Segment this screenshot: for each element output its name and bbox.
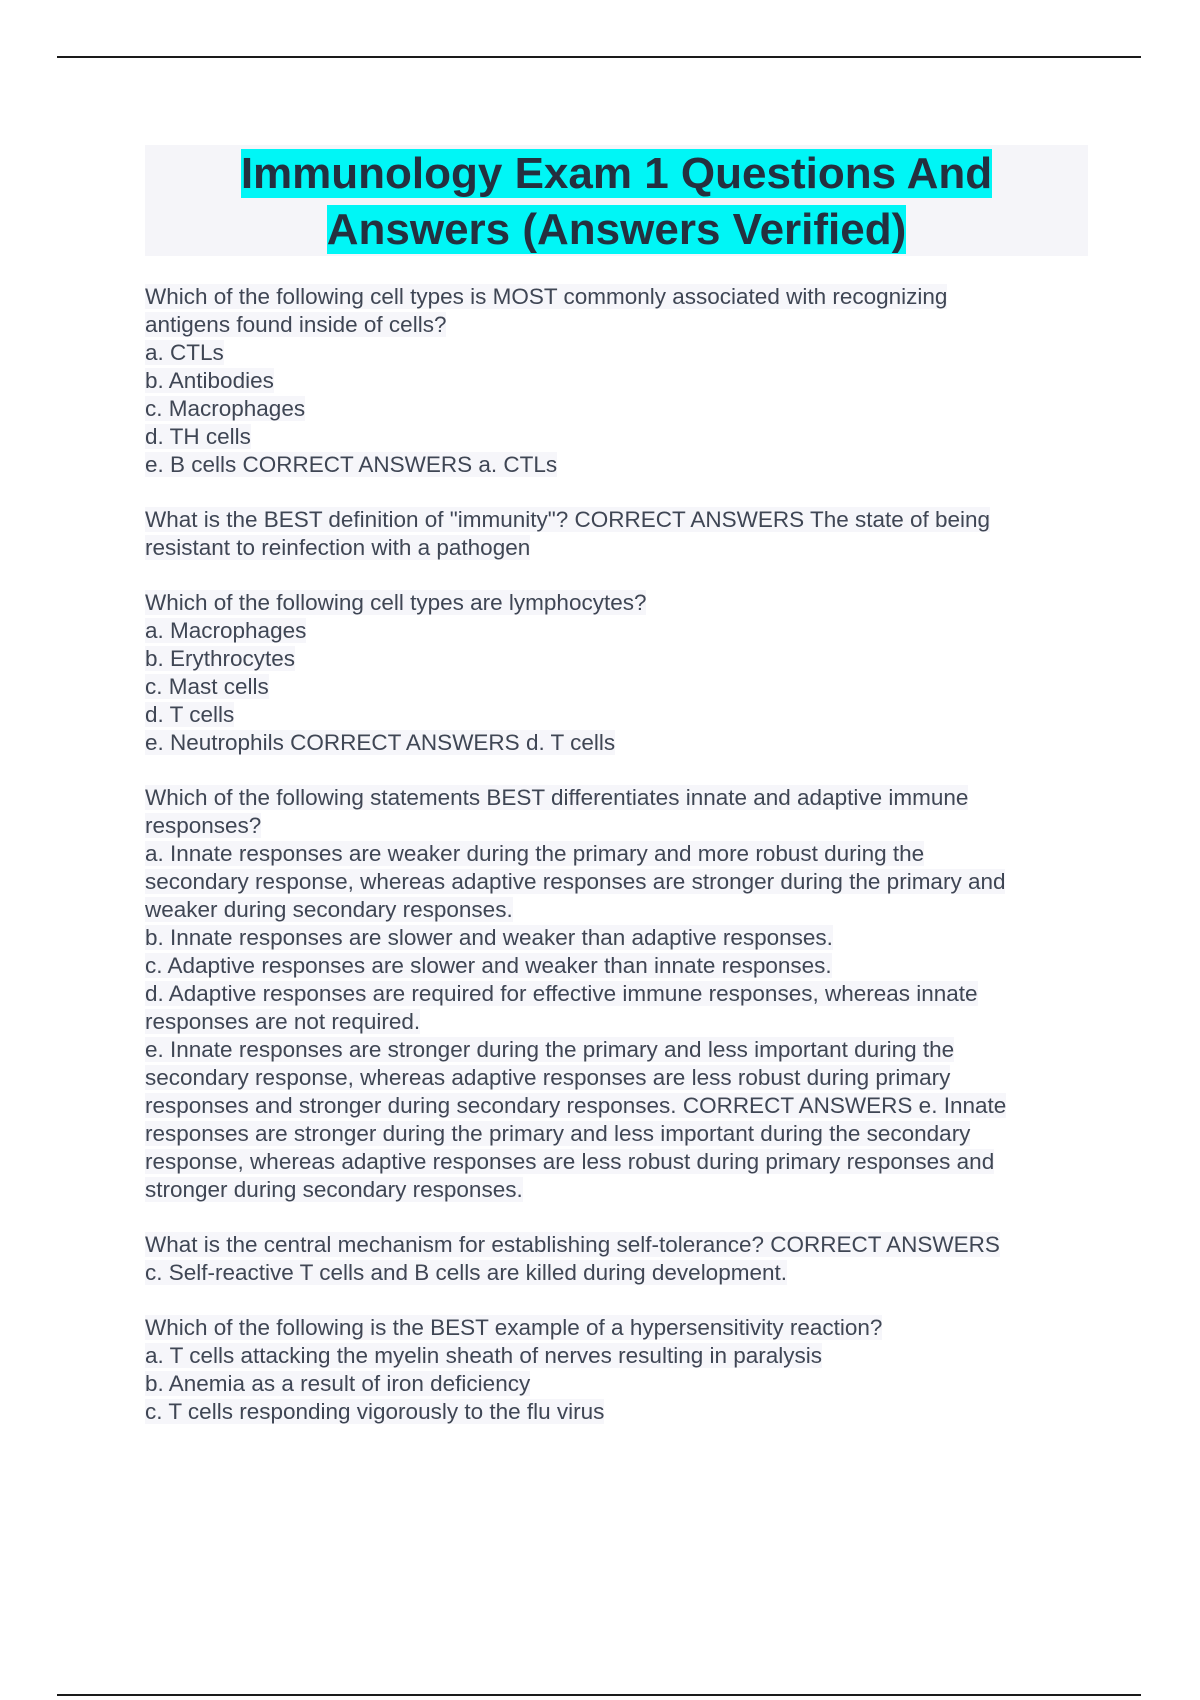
qa-line-text: a. CTLs [145, 340, 224, 365]
qa-line-text: c. Self-reactive T cells and B cells are killed during development. [145, 1260, 787, 1285]
qa-line-text: e. Neutrophils CORRECT ANSWERS d. T cells [145, 730, 616, 755]
qa-line [145, 506, 1088, 534]
qa-line [145, 1148, 1088, 1176]
qa-line-text: a. Macrophages [145, 618, 307, 643]
qa-line-text: Which of the following statements BEST differentiates innate and adaptive immune [145, 785, 969, 810]
qa-line-text: b. Innate responses are slower and weaker than adaptive responses. [145, 925, 833, 950]
qa-line [145, 1092, 1088, 1120]
qa-line [145, 645, 1088, 673]
footer-rule [57, 1694, 1141, 1696]
qa-line [145, 729, 1088, 757]
qa-line-text: a. Innate responses are weaker during the primary and more robust during the [145, 841, 925, 866]
qa-block [145, 1231, 1088, 1287]
qa-line-text: d. T cells [145, 702, 235, 727]
qa-line-text: weaker during secondary responses. [145, 897, 513, 922]
qa-line-text: b. Anemia as a result of iron deficiency [145, 1371, 531, 1396]
qa-line [145, 451, 1088, 479]
qa-line-text: c. Adaptive responses are slower and weaker than innate responses. [145, 953, 832, 978]
qa-line-text: secondary response, whereas adaptive responses are stronger during the primary and [145, 869, 1006, 894]
title-box [145, 145, 1088, 256]
qa-line-text: antigens found inside of cells? [145, 312, 447, 337]
qa-line [145, 1231, 1088, 1259]
qa-line [145, 423, 1088, 451]
qa-line-text: Which of the following cell types are lymphocytes? [145, 590, 647, 615]
qa-block [145, 1314, 1088, 1426]
qa-line-text: Which of the following cell types is MOST commonly associated with recognizing [145, 284, 948, 309]
qa-line-text: d. Adaptive responses are required for effective immune responses, whereas innate [145, 981, 978, 1006]
qa-line [145, 367, 1088, 395]
qa-line [145, 1064, 1088, 1092]
qa-line-text: d. TH cells [145, 424, 251, 449]
qa-line [145, 617, 1088, 645]
qa-line-text: c. Macrophages [145, 396, 306, 421]
qa-line-text: Which of the following is the BEST example of a hypersensitivity reaction? [145, 1315, 883, 1340]
qa-block [145, 784, 1088, 1204]
qa-line-text: b. Erythrocytes [145, 646, 296, 671]
qa-line-text: a. T cells attacking the myelin sheath of nerves resulting in paralysis [145, 1343, 823, 1368]
qa-line [145, 812, 1088, 840]
qa-line [145, 1370, 1088, 1398]
qa-line [145, 1008, 1088, 1036]
qa-line-text: c. Mast cells [145, 674, 269, 699]
qa-line-text: secondary response, whereas adaptive responses are less robust during primary [145, 1065, 951, 1090]
qa-line [145, 1036, 1088, 1064]
qa-line-text: e. B cells CORRECT ANSWERS a. CTLs [145, 452, 558, 477]
document-page [145, 145, 1088, 1453]
qa-line-text: e. Innate responses are stronger during the primary and less important during the [145, 1037, 955, 1062]
qa-line [145, 1120, 1088, 1148]
qa-line [145, 868, 1088, 896]
qa-line [145, 784, 1088, 812]
header-rule [57, 56, 1141, 58]
qa-line [145, 1314, 1088, 1342]
qa-line [145, 589, 1088, 617]
qa-line [145, 283, 1088, 311]
qa-line-text: responses? [145, 813, 262, 838]
qa-block [145, 283, 1088, 479]
qa-block [145, 506, 1088, 562]
qa-line-text: responses are stronger during the primary and less important during the secondary [145, 1121, 971, 1146]
qa-line [145, 701, 1088, 729]
qa-line [145, 980, 1088, 1008]
qa-line-text: responses and stronger during secondary responses. CORRECT ANSWERS e. Innate [145, 1093, 1007, 1118]
qa-line [145, 924, 1088, 952]
qa-line [145, 840, 1088, 868]
qa-line [145, 311, 1088, 339]
qa-list [145, 283, 1088, 1426]
qa-line [145, 896, 1088, 924]
qa-line [145, 339, 1088, 367]
qa-line-text: stronger during secondary responses. [145, 1177, 523, 1202]
qa-line-text: b. Antibodies [145, 368, 274, 393]
qa-line [145, 952, 1088, 980]
qa-line [145, 395, 1088, 423]
qa-line-text: What is the central mechanism for establishing self-tolerance? CORRECT ANSWERS [145, 1232, 1000, 1257]
qa-line [145, 534, 1088, 562]
qa-line [145, 1398, 1088, 1426]
qa-line-text: response, whereas adaptive responses are less robust during primary responses and [145, 1149, 995, 1174]
qa-block [145, 589, 1088, 757]
title-line-1: Immunology Exam 1 Questions And [240, 149, 993, 198]
qa-line-text: responses are not required. [145, 1009, 421, 1034]
qa-line-text: What is the BEST definition of "immunity"? CORRECT ANSWERS The state of being [145, 507, 991, 532]
title-line-2: Answers (Answers Verified) [326, 205, 907, 254]
qa-line [145, 673, 1088, 701]
qa-line [145, 1176, 1088, 1204]
qa-line-text: resistant to reinfection with a pathogen [145, 535, 531, 560]
qa-line [145, 1259, 1088, 1287]
document-title [241, 149, 992, 254]
qa-line [145, 1342, 1088, 1370]
qa-line-text: c. T cells responding vigorously to the flu virus [145, 1399, 605, 1424]
